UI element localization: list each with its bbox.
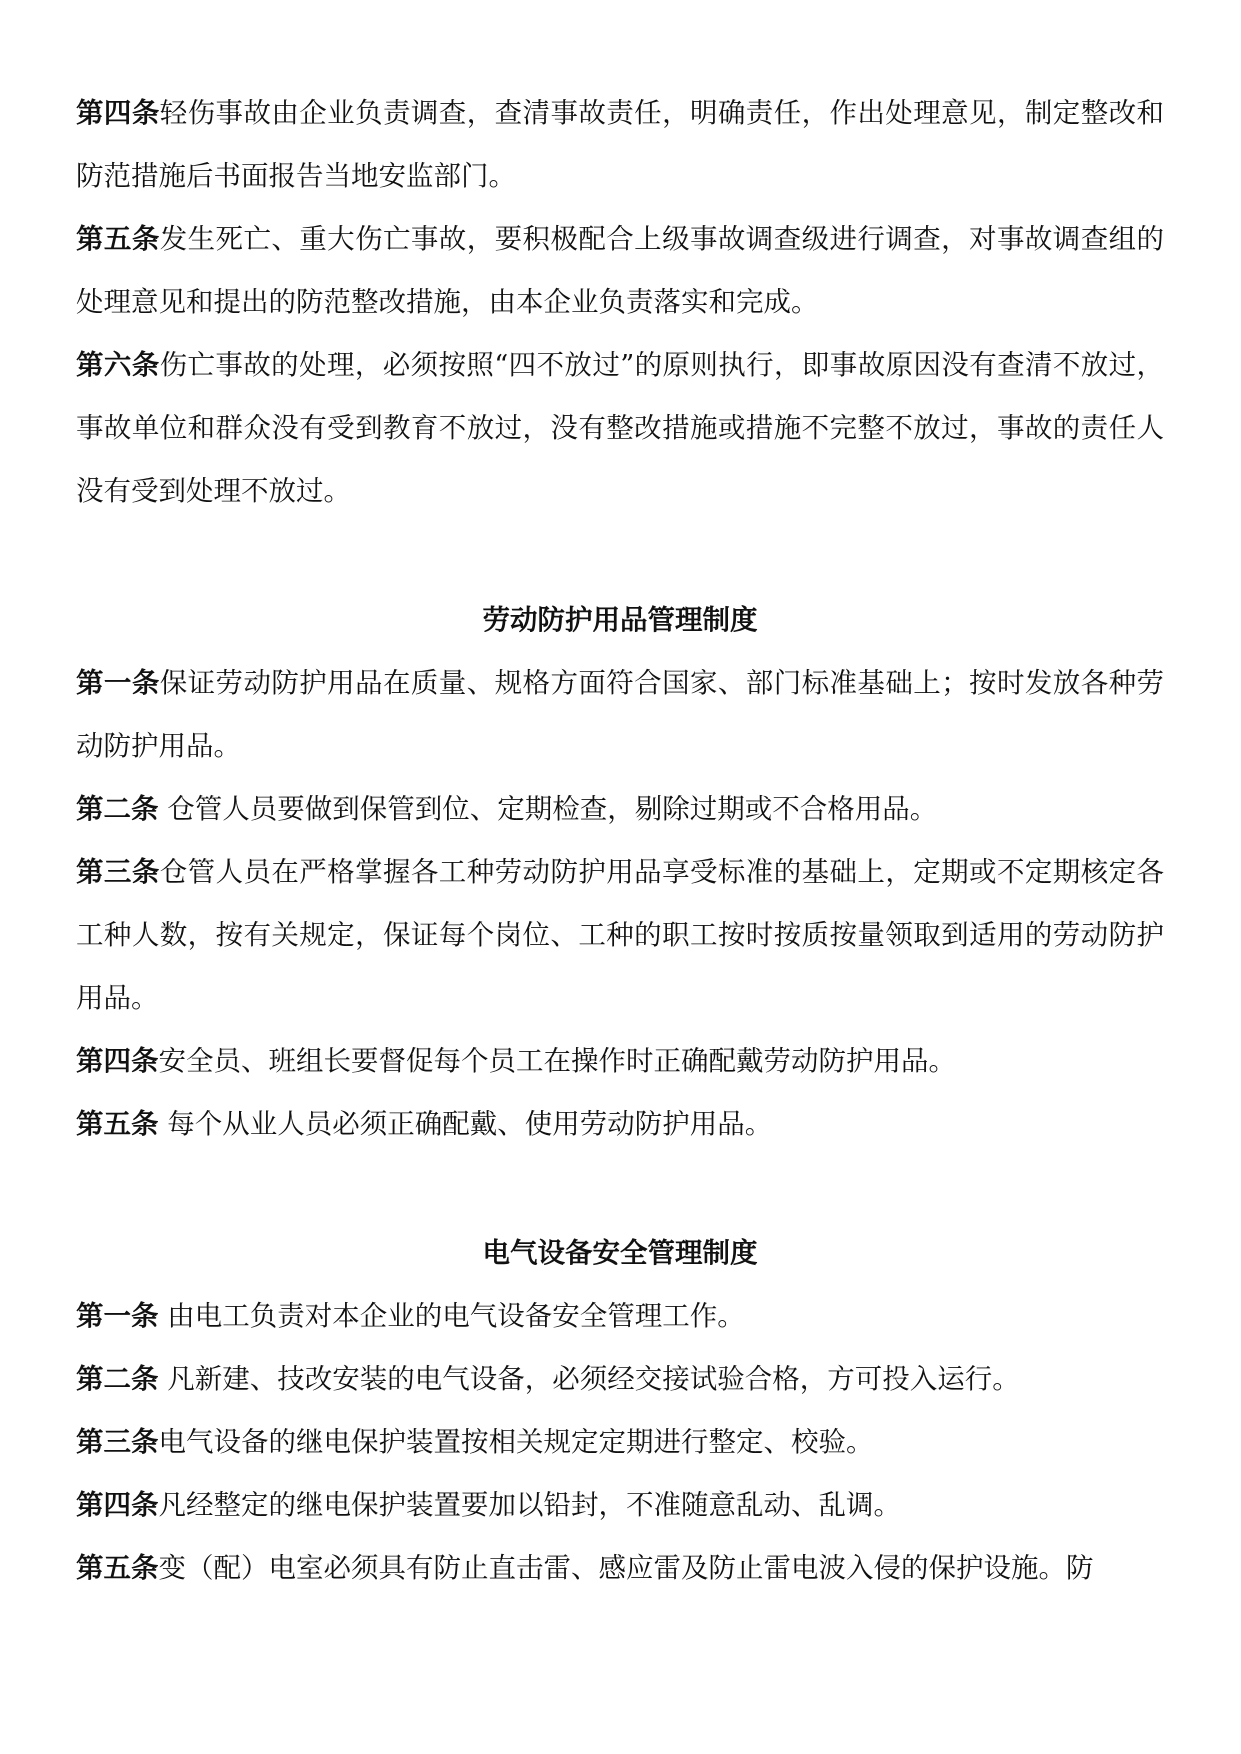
article-paragraph [76,82,1164,208]
article-paragraph [76,1093,1164,1156]
article-text: 仓管人员在严格掌握各工种劳动防护用品享受标准的基础上，定期或不定期核定各工种人数，按有关规定，保证每个岗位、工种的职工按时按质按量领取到适用的劳动防护用品。 [76,856,1165,1014]
article-label: 第五条 [76,223,160,255]
article-paragraph [76,1030,1164,1093]
article-paragraph [76,1474,1164,1537]
article-text: 仓管人员要做到保管到位、定期检查，剔除过期或不合格用品。 [158,793,938,825]
article-label: 第一条 [76,1300,159,1332]
article-label: 第五条 [76,1108,159,1140]
article-label: 第五条 [76,1552,159,1584]
section-spacer [76,523,1164,589]
article-text: 伤亡事故的处理，必须按照“四不放过”的原则执行，即事故原因没有查清不放过，事故单位和群众没有受到教育不放过，没有整改措施或措施不完整不放过，事故的责任人没有受到处理不放过。 [76,349,1165,507]
article-text: 变（配）电室必须具有防止直击雷、感应雷及防止雷电波入侵的保护设施。防 [158,1552,1094,1584]
article-paragraph [76,1348,1164,1411]
article-text: 发生死亡、重大伤亡事故，要积极配合上级事故调查级进行调查，对事故调查组的处理意见和提出的防范整改措施，由本企业负责落实和完成。 [76,223,1165,318]
article-text: 凡经整定的继电保护装置要加以铅封，不准随意乱动、乱调。 [158,1489,901,1521]
article-paragraph [76,208,1164,334]
article-text: 保证劳动防护用品在质量、规格方面符合国家、部门标准基础上；按时发放各种劳动防护用品。 [76,667,1165,762]
article-paragraph [76,334,1164,523]
article-label: 第一条 [76,667,160,699]
article-label: 第四条 [76,97,160,129]
article-text: 凡新建、技改安装的电气设备，必须经交接试验合格，方可投入运行。 [158,1363,1020,1395]
article-text: 电气设备的继电保护装置按相关规定定期进行整定、校验。 [158,1426,874,1458]
article-label: 第四条 [76,1489,159,1521]
article-label: 第六条 [76,349,160,381]
section-title-electrical: 电气设备安全管理制度 [482,1237,758,1269]
article-label: 第三条 [76,1426,159,1458]
article-paragraph [76,652,1164,778]
section-title-ppe: 劳动防护用品管理制度 [482,604,758,636]
article-label: 第二条 [76,1363,159,1395]
article-text: 由电工负责对本企业的电气设备安全管理工作。 [158,1300,745,1332]
article-label: 第二条 [76,793,159,825]
article-text: 每个从业人员必须正确配戴、使用劳动防护用品。 [158,1108,773,1140]
section-spacer [76,1156,1164,1222]
article-paragraph [76,1285,1164,1348]
article-text: 轻伤事故由企业负责调查，查清事故责任，明确责任，作出处理意见，制定整改和防范措施后书面报告当地安监部门。 [76,97,1165,192]
article-paragraph [76,841,1164,1030]
article-text: 安全员、班组长要督促每个员工在操作时正确配戴劳动防护用品。 [158,1045,956,1077]
article-paragraph [76,1537,1164,1600]
article-label: 第三条 [76,856,160,888]
article-label: 第四条 [76,1045,159,1077]
article-paragraph [76,1411,1164,1474]
document-body [76,82,1164,1600]
article-paragraph [76,778,1164,841]
